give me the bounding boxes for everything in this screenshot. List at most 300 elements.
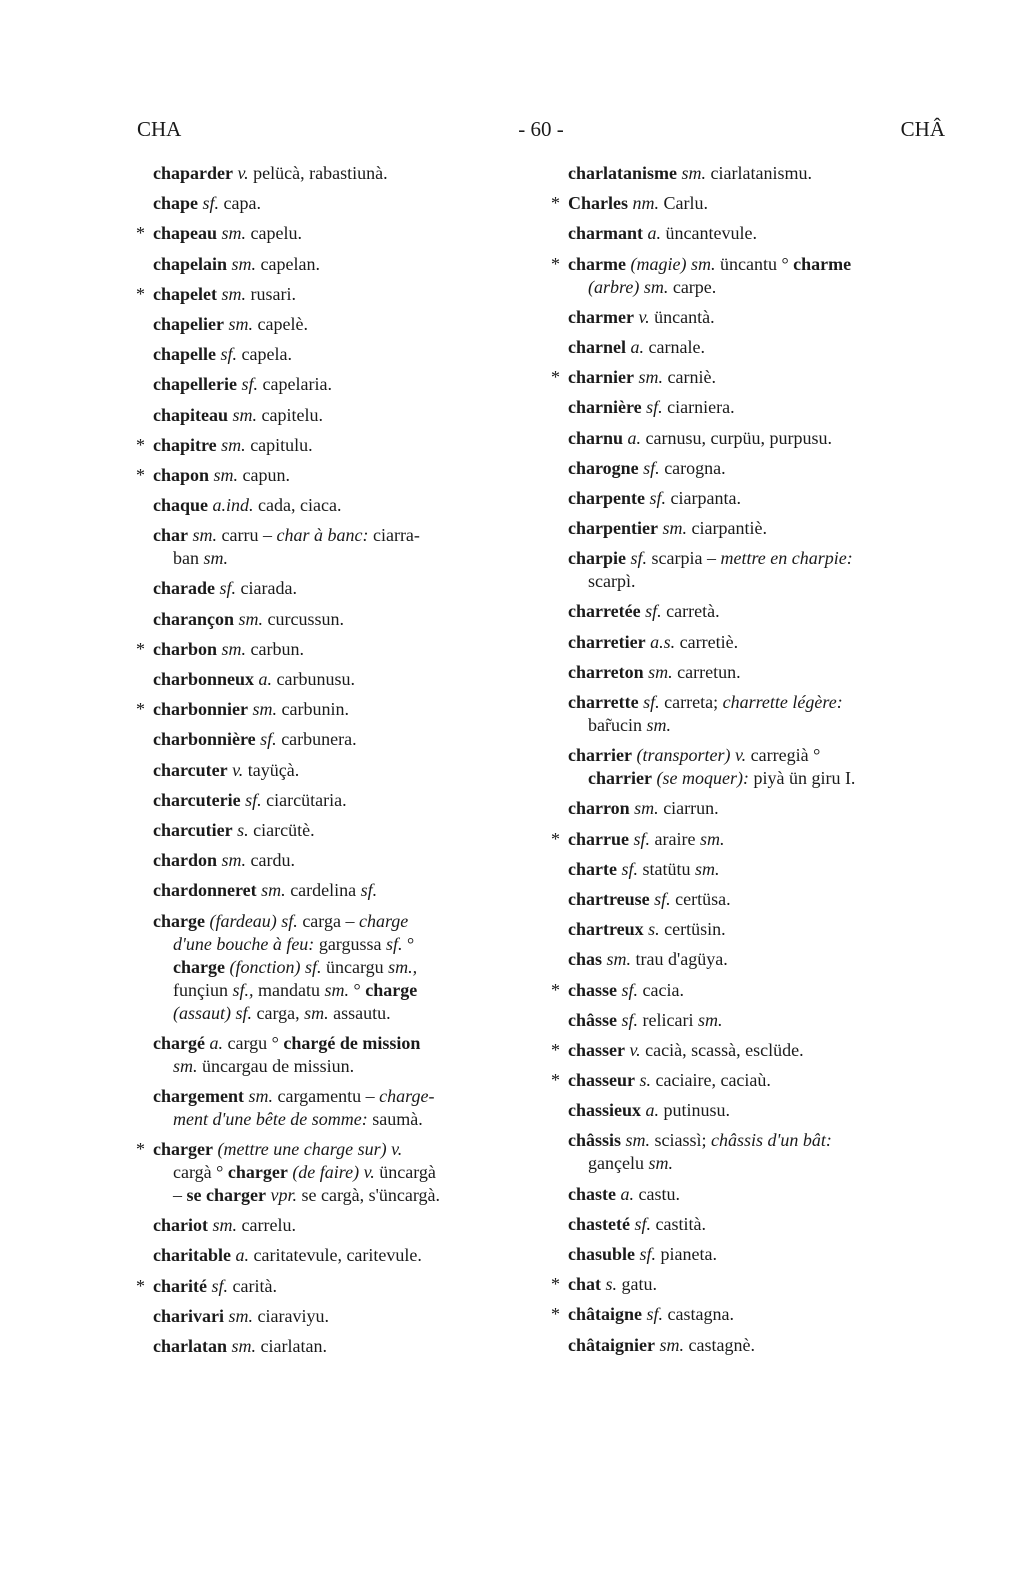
dictionary-entry — [137, 638, 527, 661]
dictionary-entry — [552, 306, 942, 329]
entry-line — [568, 1009, 942, 1032]
headword: charreton — [568, 661, 644, 682]
entry-line — [153, 283, 527, 306]
grammar-label: nm. — [632, 193, 659, 214]
translation-text: curcussun. — [263, 608, 344, 629]
translation-text: – — [173, 1185, 187, 1206]
entry-line — [568, 631, 942, 654]
grammar-label: a.s. — [650, 631, 676, 652]
translation-text: cardu. — [246, 850, 296, 871]
headword: chaparder — [153, 163, 233, 183]
entry-line — [153, 464, 527, 487]
entry-line — [568, 797, 942, 820]
grammar-label: sm. — [231, 253, 257, 274]
grammar-label: sm. — [625, 1130, 651, 1151]
grammar-label: sm. — [173, 1055, 198, 1076]
translation-text: üncargà — [374, 1162, 436, 1183]
translation-text: carbunera. — [276, 729, 357, 750]
headword: chapelle — [153, 344, 216, 365]
entry-line — [153, 1275, 527, 1298]
translation-text: relicari — [638, 1009, 698, 1030]
entry-line — [153, 494, 527, 517]
headword: charlatanisme — [568, 163, 677, 183]
headword: chassieux — [568, 1100, 642, 1121]
entry-line — [568, 1334, 942, 1357]
grammar-label: mettre en charpie: — [720, 548, 853, 569]
translation-text: ciarlatanismu. — [706, 163, 812, 183]
grammar-label: s. — [648, 919, 660, 940]
translation-text: carogna. — [659, 457, 726, 478]
asterisk-marker: * — [551, 367, 560, 388]
dictionary-entry — [137, 1032, 527, 1078]
translation-text: pianeta. — [656, 1244, 718, 1264]
grammar-label: sm. — [221, 850, 247, 871]
headword: charbonneux — [153, 669, 255, 689]
headword: charitable — [153, 1245, 231, 1266]
translation-text: gatu. — [617, 1274, 658, 1295]
grammar-label: sm. — [324, 979, 349, 1000]
translation-text: carbun. — [246, 638, 305, 659]
entry-line — [568, 366, 942, 389]
headword: charpente — [568, 487, 645, 508]
grammar-label: a. — [647, 223, 661, 244]
translation-text: se cargà, s'üncargà. — [296, 1185, 440, 1206]
dictionary-entry — [137, 162, 527, 185]
grammar-label: a. — [258, 669, 273, 689]
translation-text: ciarrun. — [658, 798, 719, 819]
grammar-label: a. — [630, 336, 644, 357]
grammar-label: sf. — [621, 1009, 639, 1030]
entry-line — [153, 1305, 527, 1328]
page-header — [137, 117, 945, 147]
entry-line — [568, 162, 942, 185]
headword: chapellerie — [153, 374, 237, 395]
headword: chapitre — [153, 434, 217, 455]
dictionary-entry — [552, 828, 942, 851]
translation-text: certüsin. — [659, 919, 726, 940]
dictionary-entry — [137, 1244, 527, 1267]
entry-line — [153, 698, 527, 721]
headword: charge — [153, 910, 205, 931]
entry-continuation-line — [153, 1108, 527, 1131]
grammar-label: sm. — [695, 858, 720, 879]
translation-text: carretun. — [672, 661, 741, 682]
entry-line — [153, 253, 527, 276]
dictionary-entry — [137, 849, 527, 872]
dictionary-entry — [137, 728, 527, 751]
translation-text: mandatu — [253, 979, 325, 1000]
dictionary-entry — [552, 366, 942, 389]
entry-line — [153, 1138, 527, 1161]
translation-text: statütu — [638, 858, 695, 879]
grammar-label: v. — [237, 163, 249, 183]
entry-line — [568, 858, 942, 881]
headword: charron — [568, 798, 630, 819]
translation-text: carga – — [297, 910, 359, 931]
translation-text: ciarada. — [236, 578, 297, 599]
grammar-label: sf. — [385, 933, 403, 954]
entry-line — [568, 744, 942, 767]
grammar-label: sf. — [654, 888, 671, 909]
entry-line — [568, 1129, 942, 1152]
translation-text: carnale. — [644, 336, 705, 357]
grammar-label: sm. — [648, 1153, 673, 1174]
translation-text: capelè. — [253, 313, 308, 334]
headword: charretée — [568, 601, 641, 622]
translation-text: cargu ° — [222, 1032, 284, 1053]
asterisk-marker: * — [136, 283, 145, 304]
headword: charrier — [568, 745, 632, 766]
grammar-label: sm. — [221, 223, 247, 244]
translation-text: capitelu. — [257, 404, 324, 425]
dictionary-entry — [552, 336, 942, 359]
translation-text: caritatevule, caritevule. — [249, 1245, 422, 1266]
headword: chapeau — [153, 223, 218, 244]
translation-text: cacia. — [638, 979, 684, 1000]
translation-text: cargamentu – — [272, 1085, 380, 1106]
asterisk-marker: * — [551, 193, 560, 214]
dictionary-entry — [552, 1243, 942, 1266]
translation-text: üncantà. — [649, 306, 715, 327]
translation-text: certüsa. — [670, 888, 731, 909]
headword: chasse — [568, 979, 617, 1000]
translation-text: ciarra- — [368, 525, 420, 546]
entry-line — [153, 434, 527, 457]
translation-text: trau d'agüya. — [631, 949, 728, 970]
headword: chariot — [153, 1215, 208, 1236]
dictionary-entry — [137, 1305, 527, 1328]
grammar-label: a.ind. — [212, 495, 254, 516]
entry-line — [568, 253, 942, 276]
translation-text: cacià, scassà, esclüde. — [640, 1039, 804, 1060]
translation-text: carretiè. — [675, 631, 739, 652]
headword: châssis — [568, 1130, 622, 1151]
grammar-label: sm. — [213, 464, 239, 485]
translation-text: araire — [650, 828, 700, 849]
entry-continuation-line — [153, 1161, 527, 1184]
asterisk-marker: * — [136, 699, 145, 720]
dictionary-entry — [137, 343, 527, 366]
grammar-label: sf. — [634, 1213, 651, 1234]
translation-text: cada, ciaca. — [253, 495, 342, 516]
entry-line — [153, 638, 527, 661]
headword: charcuter — [153, 759, 228, 780]
entry-continuation-line — [153, 933, 527, 956]
grammar-label: (transporter) v. — [636, 745, 747, 766]
grammar-label: sm. — [634, 798, 659, 819]
dictionary-entry — [552, 487, 942, 510]
translation-text: carpe. — [668, 276, 717, 297]
headword: charge — [173, 956, 225, 977]
headword: charger — [153, 1139, 213, 1160]
asterisk-marker: * — [551, 1304, 560, 1325]
translation-text: carru – — [217, 525, 277, 546]
entry-line — [153, 759, 527, 782]
translation-text: castagnè. — [684, 1334, 755, 1355]
headword: charpentier — [568, 518, 658, 539]
grammar-label: s. — [639, 1070, 652, 1091]
header-left-guideword: CHA — [137, 117, 182, 141]
headword: charcutier — [153, 819, 233, 840]
translation-text: ciarlatan. — [256, 1336, 327, 1356]
entry-line — [568, 948, 942, 971]
headword: charme — [568, 253, 626, 274]
dictionary-entry — [137, 1214, 527, 1237]
grammar-label: a. — [235, 1245, 249, 1266]
headword: charité — [153, 1275, 207, 1296]
entry-line — [153, 1244, 527, 1267]
grammar-label: sm. — [699, 828, 725, 849]
dictionary-entry — [137, 577, 527, 600]
asterisk-marker: * — [136, 1139, 145, 1160]
asterisk-marker: * — [136, 223, 145, 244]
grammar-label: s. — [237, 819, 249, 840]
grammar-label: v. — [232, 759, 244, 780]
grammar-label: sf. — [220, 344, 238, 365]
translation-text: üncantevule. — [661, 223, 757, 244]
headword: chasser — [568, 1039, 625, 1060]
translation-text: scarpì. — [588, 571, 636, 592]
dictionary-entry — [137, 1335, 527, 1358]
entry-line — [568, 306, 942, 329]
dictionary-entry — [137, 668, 527, 691]
headword: chapelet — [153, 283, 217, 304]
translation-text: pelücà, rabastiunà. — [248, 163, 388, 183]
entry-line — [153, 849, 527, 872]
grammar-label: sm. — [252, 699, 278, 720]
entry-line — [568, 1273, 942, 1296]
dictionary-entry — [552, 517, 942, 540]
entry-line — [153, 343, 527, 366]
dictionary-entry — [137, 1138, 527, 1207]
dictionary-entry — [137, 524, 527, 570]
translation-text: carbunusu. — [272, 669, 356, 689]
entry-continuation-line — [153, 547, 527, 570]
grammar-label: sm. — [304, 1002, 329, 1023]
entry-line — [568, 487, 942, 510]
grammar-label: charrette légère: — [722, 692, 843, 712]
headword: charger — [227, 1162, 288, 1183]
dictionary-entry — [552, 1213, 942, 1236]
asterisk-marker: * — [551, 253, 560, 274]
entry-line — [568, 1039, 942, 1062]
grammar-label: sf. — [211, 1275, 228, 1296]
grammar-label: sf. — [621, 979, 639, 1000]
headword: charmer — [568, 306, 634, 327]
entry-continuation-line — [153, 1184, 527, 1207]
dictionary-entry — [552, 631, 942, 654]
grammar-label: sm. — [681, 163, 706, 183]
dictionary-entry — [552, 1099, 942, 1122]
entry-line — [153, 577, 527, 600]
entry-line — [568, 222, 942, 245]
entry-line — [153, 1032, 527, 1055]
page-number: - 60 - — [518, 117, 564, 141]
dictionary-entry — [137, 283, 527, 306]
translation-text: capela. — [237, 344, 292, 365]
grammar-label: sm. — [232, 404, 258, 425]
entry-continuation-line — [153, 1055, 527, 1078]
entry-line — [568, 661, 942, 684]
grammar-label: châssis d'un bât: — [711, 1130, 832, 1151]
entry-line — [568, 1243, 942, 1266]
entry-continuation-line — [568, 276, 942, 299]
entry-line — [568, 918, 942, 941]
dictionary-entry — [137, 253, 527, 276]
grammar-label: sf. — [649, 487, 666, 508]
translation-text: gargussa — [314, 933, 386, 954]
asterisk-marker: * — [551, 1039, 560, 1060]
grammar-label: sm. — [228, 313, 253, 334]
grammar-label: sf. — [645, 601, 662, 622]
translation-text: carga, — [252, 1002, 305, 1023]
grammar-label: v. — [638, 306, 650, 327]
translation-text: ciarpantiè. — [687, 518, 767, 539]
dictionary-entry — [552, 1129, 942, 1175]
translation-text: cardelina — [285, 880, 361, 901]
headword: charlatan — [153, 1336, 227, 1356]
translation-text: carniè. — [663, 367, 716, 388]
translation-text: castagna. — [663, 1304, 734, 1325]
dictionary-entry — [137, 879, 527, 902]
headword: chaque — [153, 495, 209, 516]
translation-text: ciarcütè. — [248, 819, 315, 840]
headword: chargé de mission — [283, 1032, 421, 1053]
grammar-label: sf. — [621, 858, 638, 879]
grammar-label: sf., — [232, 979, 254, 1000]
translation-text: ° — [402, 933, 415, 954]
headword: chargé — [153, 1032, 205, 1053]
translation-text: bar̃ucin — [588, 715, 647, 735]
grammar-label: a. — [209, 1032, 223, 1053]
grammar-label: sm. — [221, 638, 247, 659]
headword: châtaignier — [568, 1334, 655, 1355]
dictionary-entry — [552, 691, 942, 737]
asterisk-marker: * — [136, 464, 145, 485]
headword: charnier — [568, 367, 634, 388]
translation-text: carretà. — [661, 601, 720, 622]
dictionary-entry — [552, 661, 942, 684]
entry-continuation-line — [568, 767, 942, 790]
grammar-label: sm. — [221, 283, 246, 304]
translation-text: sciassì; — [650, 1130, 712, 1151]
headword: châtaigne — [568, 1304, 642, 1325]
headword: chaste — [568, 1183, 616, 1204]
entry-line — [153, 1085, 527, 1108]
dictionary-entry — [552, 1273, 942, 1296]
translation-text: rusari. — [246, 283, 296, 304]
headword: charançon — [153, 608, 234, 629]
entry-continuation-line — [153, 979, 527, 1002]
translation-text: capelan. — [256, 253, 320, 274]
dictionary-entry — [552, 888, 942, 911]
grammar-label: sm. — [638, 367, 663, 388]
dictionary-entry — [137, 789, 527, 812]
grammar-label: sf. — [633, 828, 650, 849]
entry-line — [153, 313, 527, 336]
entry-continuation-line — [568, 570, 942, 593]
grammar-label: sm. — [659, 1334, 685, 1355]
entry-line — [153, 222, 527, 245]
grammar-label: sm. — [228, 1305, 253, 1326]
entry-line — [568, 336, 942, 359]
headword: chardon — [153, 850, 218, 871]
grammar-label: charge — [358, 910, 409, 931]
grammar-label: (se moquer): — [656, 768, 749, 789]
translation-text: capun. — [238, 464, 291, 485]
headword: châsse — [568, 1009, 617, 1030]
headword: chartreuse — [568, 888, 650, 909]
dictionary-entry — [137, 608, 527, 631]
entry-line — [568, 427, 942, 450]
asterisk-marker: * — [136, 638, 145, 659]
dictionary-entry — [552, 1009, 942, 1032]
entry-continuation-line — [568, 1152, 942, 1175]
header-right-guideword: CHÂ — [900, 117, 945, 141]
entry-line — [568, 396, 942, 419]
entry-line — [568, 600, 942, 623]
dictionary-entry — [552, 797, 942, 820]
entry-line — [153, 728, 527, 751]
headword: charnel — [568, 336, 626, 357]
grammar-label: sm. — [231, 1336, 257, 1356]
left-column — [137, 162, 527, 1365]
grammar-label: charge- — [379, 1085, 435, 1106]
entry-line — [568, 979, 942, 1002]
headword: chasteté — [568, 1213, 630, 1234]
entry-line — [568, 1303, 942, 1326]
grammar-label: sf. — [646, 1304, 664, 1325]
grammar-label: d'une bouche à feu: — [173, 933, 315, 954]
headword: chape — [153, 193, 198, 214]
grammar-label: (mettre une charge sur) v. — [217, 1139, 403, 1160]
dictionary-entry — [552, 457, 942, 480]
headword: charivari — [153, 1305, 224, 1326]
dictionary-entry — [137, 698, 527, 721]
grammar-label: sf. — [219, 578, 237, 599]
headword: Charles — [568, 193, 628, 214]
grammar-label: sm. — [648, 661, 673, 682]
dictionary-entry — [137, 464, 527, 487]
entry-line — [153, 524, 527, 547]
translation-text: saumà. — [367, 1108, 423, 1129]
headword: charnu — [568, 427, 624, 448]
dictionary-entry — [552, 1334, 942, 1357]
entry-line — [568, 1213, 942, 1236]
entry-line — [153, 373, 527, 396]
translation-text: ciaraviyu. — [253, 1305, 329, 1326]
entry-continuation-line — [153, 1002, 527, 1025]
translation-text: piyà ün giru I. — [748, 768, 856, 789]
dictionary-entry — [552, 1183, 942, 1206]
headword: charbonnière — [153, 729, 256, 750]
dictionary-entry — [552, 192, 942, 215]
translation-text: capelu. — [246, 223, 302, 244]
grammar-label: sf. — [202, 193, 220, 214]
entry-line — [153, 404, 527, 427]
entry-line — [153, 668, 527, 691]
translation-text: carrelu. — [237, 1215, 296, 1236]
dictionary-entry — [137, 434, 527, 457]
entry-line — [153, 1335, 527, 1358]
translation-text: carità. — [228, 1275, 277, 1296]
grammar-label: sm. — [192, 525, 218, 546]
asterisk-marker: * — [551, 1070, 560, 1091]
dictionary-entry — [552, 918, 942, 941]
translation-text: carregià ° — [746, 745, 821, 766]
entry-line — [568, 192, 942, 215]
entry-line — [153, 162, 527, 185]
